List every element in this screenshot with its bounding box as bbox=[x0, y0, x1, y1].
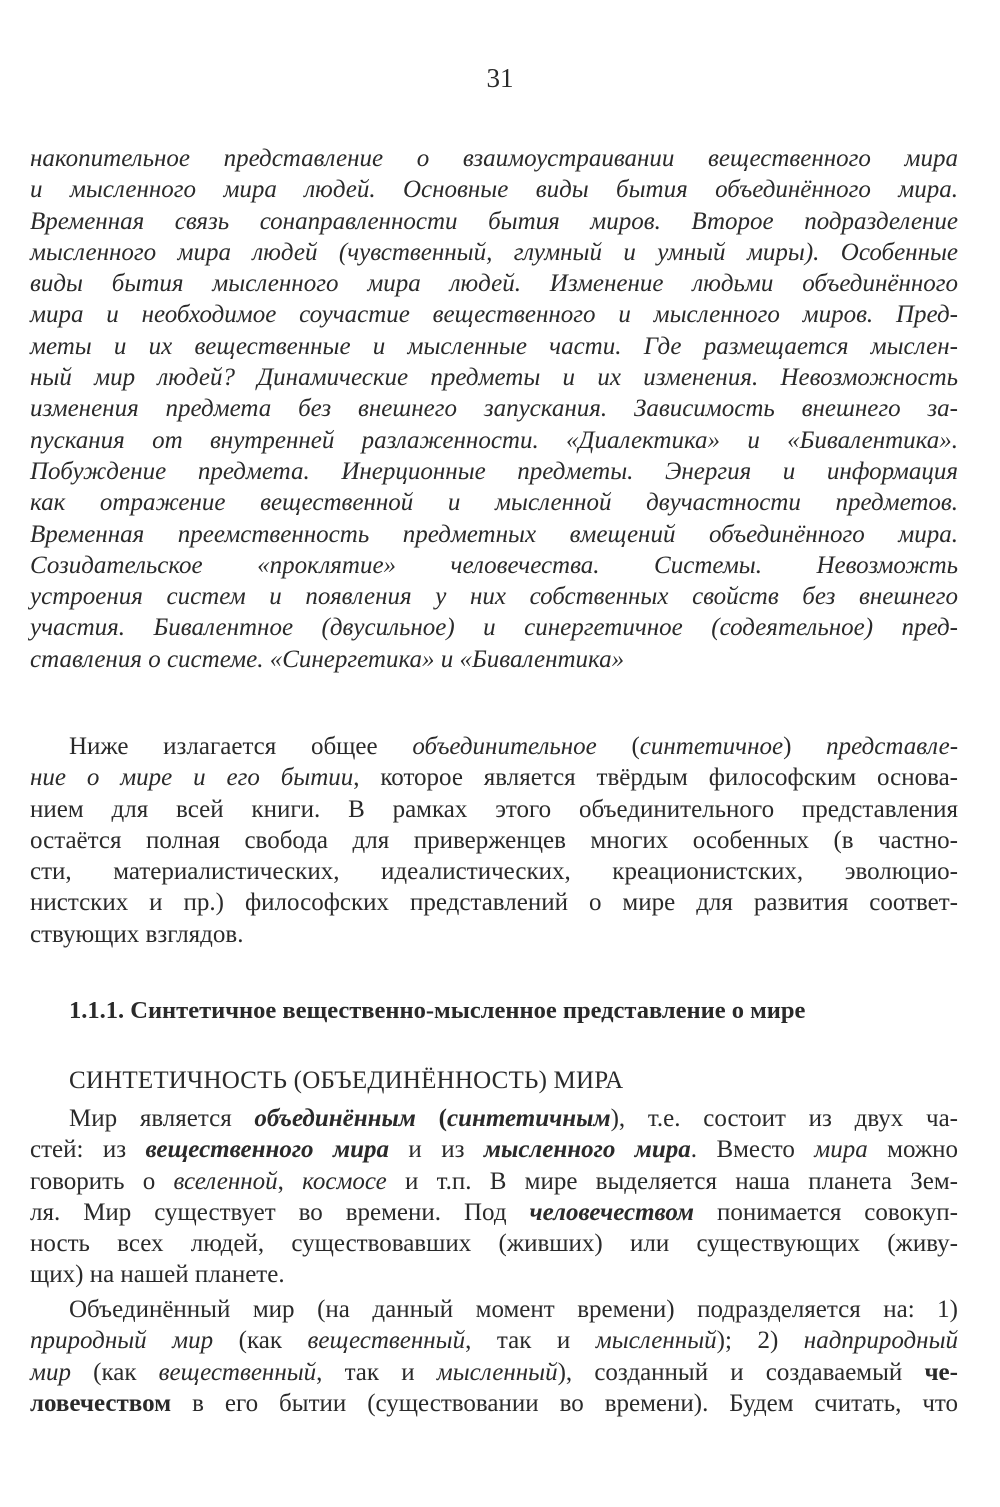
paragraph-line: остаётся полная свобода для приверженцев многих особенных (в частно- bbox=[30, 826, 958, 854]
paragraph-line: природный мир (как вещественный, так и мысленный); 2) надприродный bbox=[30, 1327, 958, 1355]
paragraph-line: сти, материалистических, идеалистических, креационистских, эволюцио- bbox=[30, 858, 958, 886]
paragraph-line: Объединённый мир (на данный момент времени) подразделяется на: 1) bbox=[69, 1296, 958, 1323]
paragraph-line: Ниже излагается общее объединительное (синтетичное) представле- bbox=[69, 733, 959, 760]
paragraph-line: говорить о вселенной, космосе и т.п. В мире выделяется наша планета Зем- bbox=[30, 1167, 958, 1195]
abstract-line: мира и необходимое соучастие вещественного и мысленного миров. Пред- bbox=[30, 301, 958, 329]
paragraph-line: нием для всей книги. В рамках этого объединительного представления bbox=[30, 795, 958, 823]
intro-paragraph bbox=[30, 731, 958, 950]
subsection-heading: 1.1.1. Синтетичное вещественно-мысленное представление о мире bbox=[69, 997, 806, 1024]
abstract-line: Временная преемственность предметных вмещений объединённого мира. bbox=[30, 520, 958, 548]
body-paragraph-2 bbox=[30, 1294, 958, 1419]
abstract-line: мысленного мира людей (чувственный, глумный и умный миры). Особенные bbox=[30, 238, 958, 266]
paragraph-line: ловечеством в его бытии (существовании во времени). Будем считать, что bbox=[30, 1389, 958, 1417]
paragraph-line: Мир является объединённым (синтетичным), т.е. состоит из двух ча- bbox=[69, 1105, 959, 1132]
paragraph-line: ние о мире и его бытии, которое является твёрдым философским основа- bbox=[30, 764, 958, 792]
abstract-line: виды бытия мысленного мира людей. Изменение людьми объединённого bbox=[30, 270, 958, 298]
abstract-line: участия. Бивалентное (двусильное) и синергетичное (содеятельное) пред- bbox=[30, 614, 958, 642]
abstract-line: меты и их вещественные и мысленные части. Где размещается мыслен- bbox=[30, 332, 958, 360]
abstract-line: изменения предмета без внешнего запускания. Зависимость внешнего за- bbox=[30, 395, 958, 423]
abstract-line: как отражение вещественной и мысленной двучастности предметов. bbox=[30, 489, 958, 517]
page-number: 31 bbox=[486, 63, 514, 93]
abstract-line: пускания от внутренней разлаженности. «Диалектика» и «Бивалентика». bbox=[30, 426, 958, 454]
body-paragraph-1 bbox=[30, 1103, 958, 1291]
abstract-line: Созидательское «проклятие» человечества. Системы. Невозможть bbox=[30, 551, 958, 579]
abstract-line: устроения систем и появления у них собственных свойств без внешнего bbox=[30, 583, 958, 611]
abstract-line: ный мир людей? Динамические предметы и их изменения. Невозможность bbox=[30, 364, 958, 392]
paragraph-line: ность всех людей, существовавших (живших) или существующих (живу- bbox=[30, 1230, 958, 1258]
paragraph-line: нистских и пр.) философских представлений о мире для развития соответ- bbox=[30, 889, 958, 917]
paragraph-line: ля. Мир существует во времени. Под человечеством понимается совокуп- bbox=[30, 1198, 959, 1226]
abstract-line: Временная связь сонаправленности бытия миров. Второе подразделение bbox=[30, 207, 958, 235]
paragraph-line: ствующих взглядов. bbox=[30, 920, 244, 948]
paragraph-line: стей: из вещественного мира и из мысленного мира. Вместо мира можно bbox=[30, 1136, 958, 1164]
section-heading: СИНТЕТИЧНОСТЬ (ОБЪЕДИНЁННОСТЬ) МИРА bbox=[69, 1067, 624, 1094]
paragraph-line: щих) на нашей планете. bbox=[30, 1261, 285, 1289]
abstract-line: накопительное представление о взаимоустраивании вещественного мира bbox=[30, 145, 958, 172]
abstract-line: и мысленного мира людей. Основные виды бытия объединённого мира. bbox=[30, 176, 958, 204]
paragraph-line: мир (как вещественный, так и мысленный), созданный и создаваемый че- bbox=[30, 1358, 958, 1386]
abstract-line: Побуждение предмета. Инерционные предметы. Энергия и информация bbox=[30, 457, 958, 485]
chapter-abstract bbox=[30, 143, 958, 675]
abstract-line: ставления о системе. «Синергетика» и «Бивалентика» bbox=[30, 645, 625, 673]
